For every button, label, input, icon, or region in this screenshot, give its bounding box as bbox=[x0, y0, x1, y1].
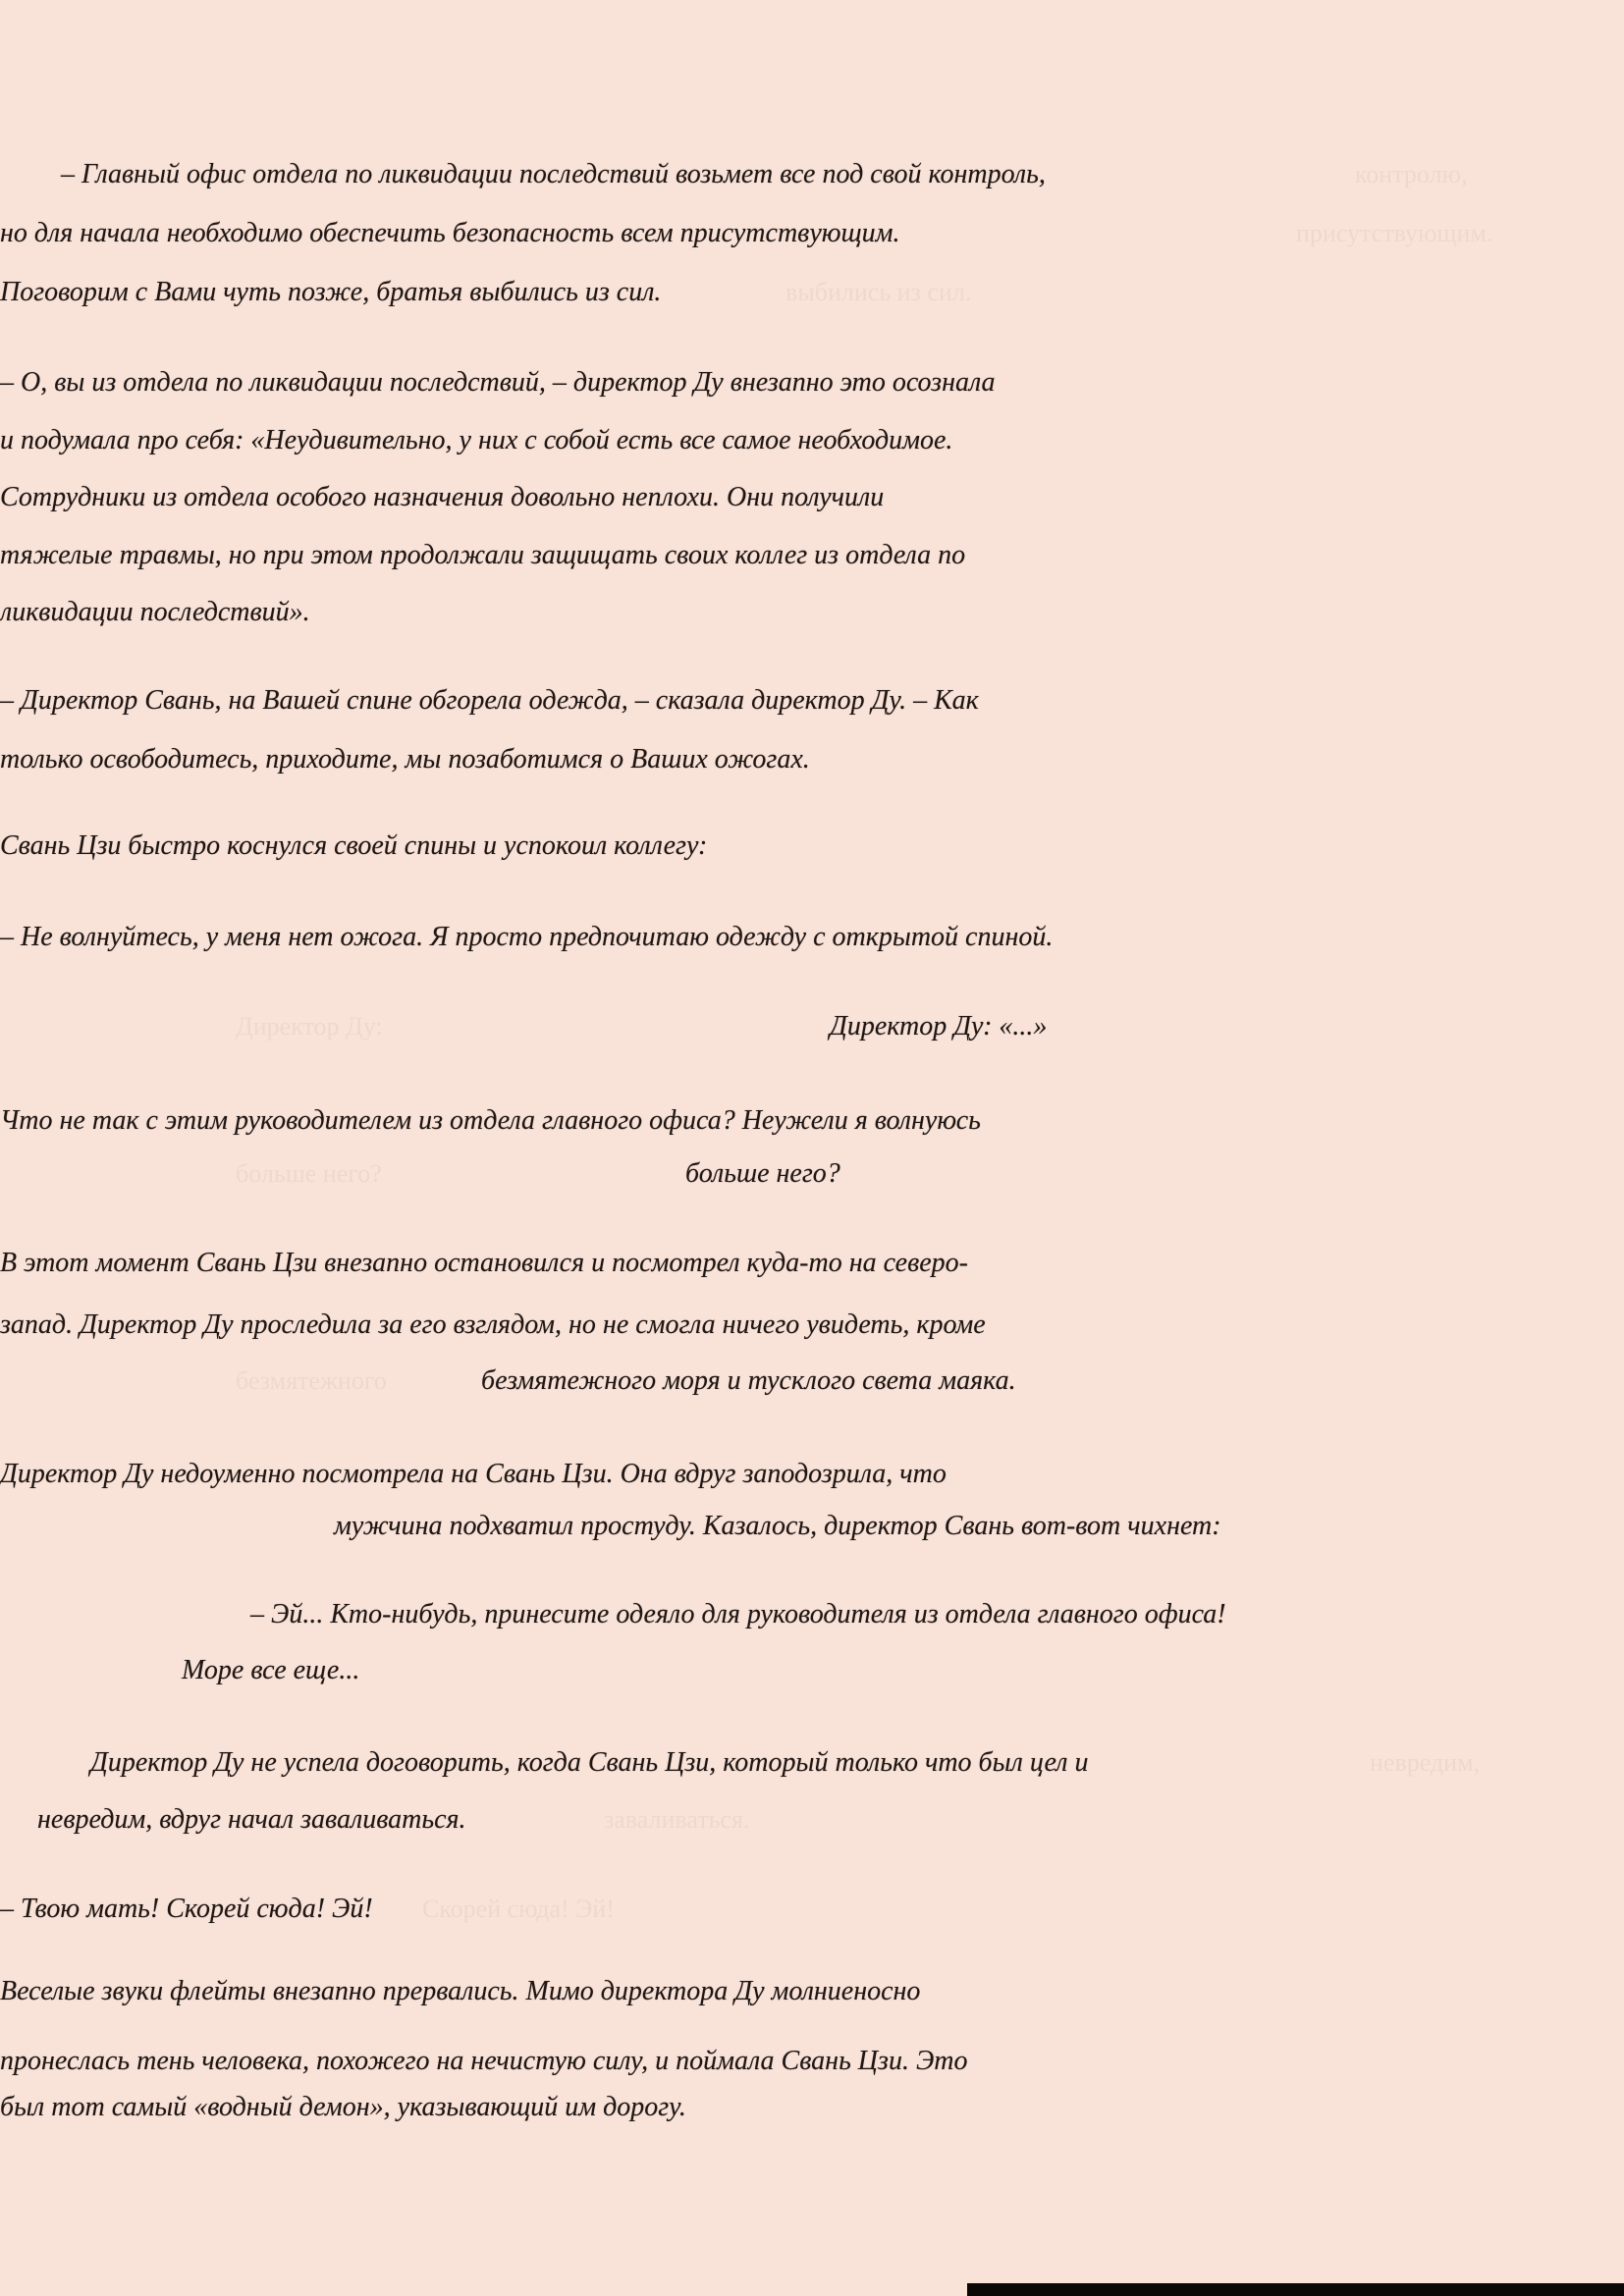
paragraph-line: Сотрудники из отдела особого назначения довольно неплохи. Они получили bbox=[0, 482, 885, 512]
faint-text: контролю, bbox=[1355, 160, 1468, 188]
paragraph-line: пронеслась тень человека, похожего на нечистую силу, и поймала Свань Цзи. Это bbox=[0, 2046, 968, 2076]
paragraph-line: больше него? bbox=[685, 1158, 840, 1189]
faint-text: Директор Ду: bbox=[236, 1012, 383, 1041]
paragraph-line: Директор Ду не успела договорить, когда Свань Цзи, который только что был цел и bbox=[90, 1747, 1089, 1778]
paragraph-line: – О, вы из отдела по ликвидации последствий, – директор Ду внезапно это осознала bbox=[0, 367, 996, 398]
paragraph-line: Свань Цзи быстро коснулся своей спины и успокоил коллегу: bbox=[0, 830, 708, 861]
paragraph-line: Что не так с этим руководителем из отдела главного офиса? Неужели я волнуюсь bbox=[0, 1105, 981, 1136]
paragraph-line: невредим, вдруг начал заваливаться. bbox=[37, 1804, 466, 1835]
faint-text: заваливаться. bbox=[604, 1805, 750, 1834]
paragraph-line: – Главный офис отдела по ликвидации последствий возьмет все под свой контроль, bbox=[61, 159, 1046, 189]
paragraph-line: только освободитесь, приходите, мы позаботимся о Ваших ожогах. bbox=[0, 744, 810, 774]
paragraph-line: Директор Ду: «...» bbox=[830, 1011, 1048, 1041]
paragraph-line: но для начала необходимо обеспечить безопасность всем присутствующим. bbox=[0, 218, 900, 248]
faint-text: больше него? bbox=[236, 1159, 382, 1188]
paragraph-line: – Не волнуйтесь, у меня нет ожога. Я просто предпочитаю одежду с открытой спиной. bbox=[0, 922, 1054, 952]
faint-text: Скорей сюда! Эй! bbox=[422, 1895, 615, 1923]
paragraph-line: был тот самый «водный демон», указывающий им дорогу. bbox=[0, 2092, 686, 2122]
page-edge-bar bbox=[967, 2283, 1624, 2296]
paragraph-line: мужчина подхватил простуду. Казалось, директор Свань вот-вот чихнет: bbox=[334, 1511, 1221, 1541]
paragraph-line: Директор Ду недоуменно посмотрела на Свань Цзи. Она вдруг заподозрила, что bbox=[0, 1459, 947, 1489]
faint-text: невредим, bbox=[1370, 1748, 1481, 1777]
paragraph-line: В этот момент Свань Цзи внезапно остановился и посмотрел куда-то на северо- bbox=[0, 1248, 968, 1278]
paragraph-line: тяжелые травмы, но при этом продолжали защищать своих коллег из отдела по bbox=[0, 540, 966, 570]
paragraph-line: – Твою мать! Скорей сюда! Эй! bbox=[0, 1894, 373, 1924]
paragraph-line: и подумала про себя: «Неудивительно, у них с собой есть все самое необходимое. bbox=[0, 425, 953, 455]
paragraph-line: – Эй... Кто-нибудь, принесите одеяло для руководителя из отдела главного офиса! bbox=[250, 1599, 1226, 1629]
paragraph-line: Море все еще... bbox=[182, 1655, 360, 1685]
paragraph-line: Веселые звуки флейты внезапно прервались. Мимо директора Ду молниеносно bbox=[0, 1976, 921, 2006]
paragraph-line: – Директор Свань, на Вашей спине обгорела одежда, – сказала директор Ду. – Как bbox=[0, 685, 979, 716]
faint-text: безмятежного bbox=[236, 1366, 387, 1395]
faint-text: присутствующим. bbox=[1296, 219, 1493, 247]
paragraph-line: ликвидации последствий». bbox=[0, 597, 310, 627]
paragraph-line: безмятежного моря и тусклого света маяка. bbox=[481, 1365, 1016, 1396]
paragraph-line: Поговорим с Вами чуть позже, братья выбились из сил. bbox=[0, 277, 662, 307]
paragraph-line: запад. Директор Ду проследила за его взглядом, но не смогла ничего увидеть, кроме bbox=[0, 1309, 986, 1340]
faint-text: выбились из сил. bbox=[785, 278, 972, 306]
